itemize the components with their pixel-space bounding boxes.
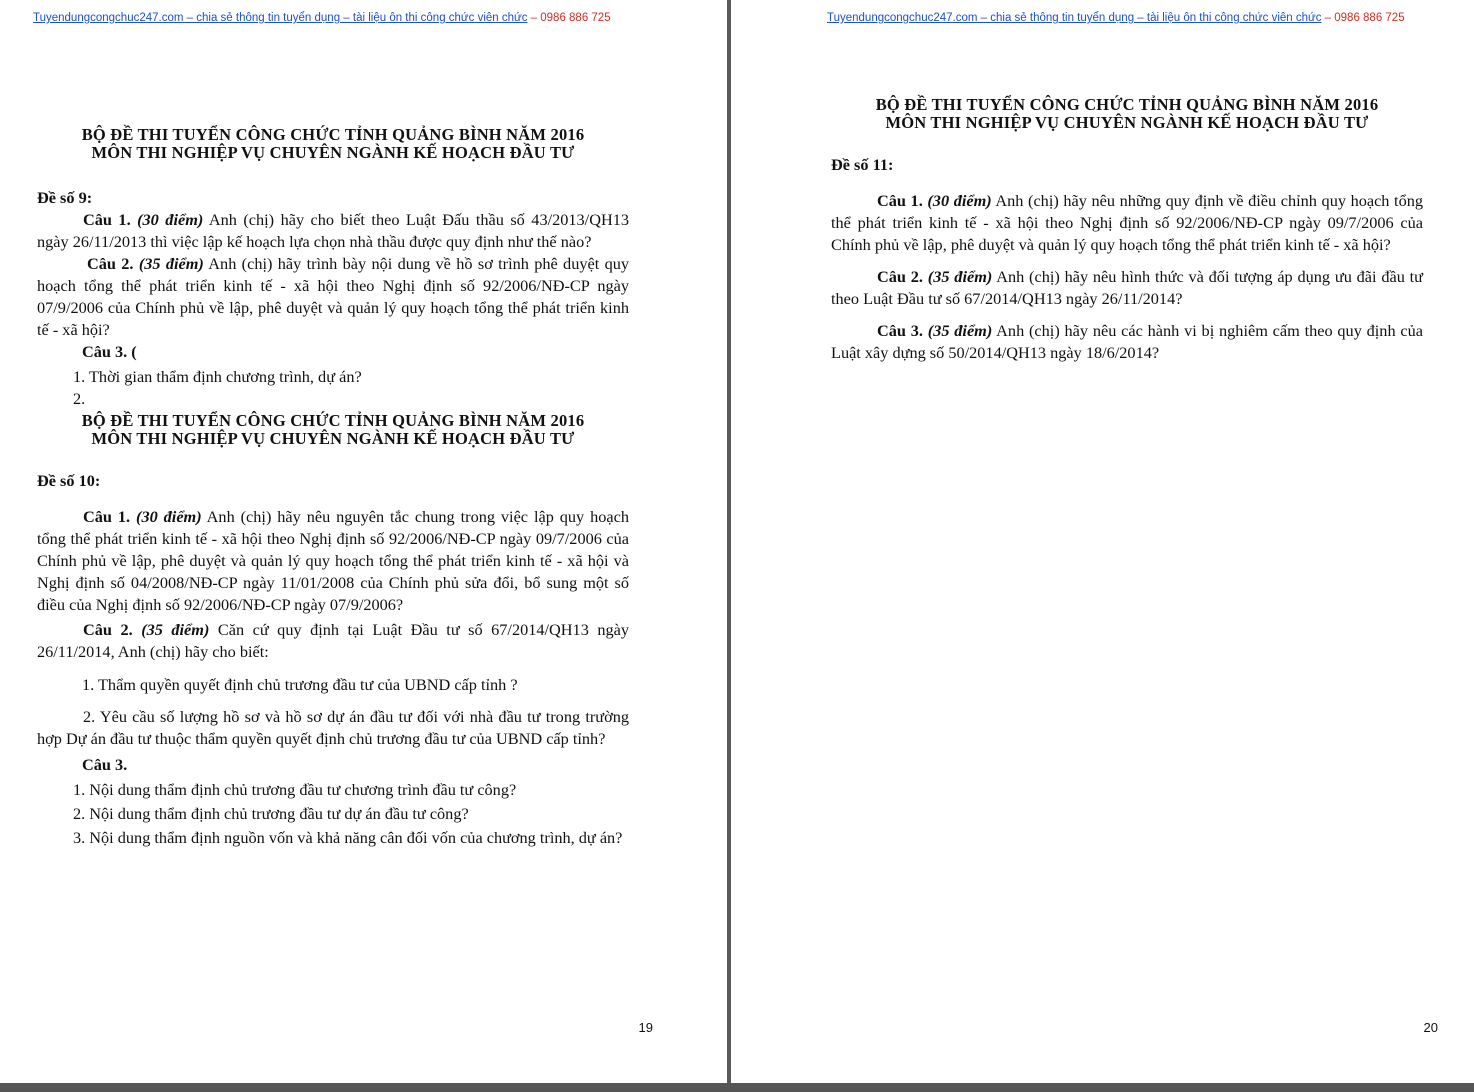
exam-9-q3-item-1: 1. Thời gian thẩm định chương trình, dự án? — [73, 367, 362, 386]
exam-9-q3-item-2: 2. — [73, 389, 86, 408]
phone-number: – 0986 886 725 — [527, 12, 611, 24]
viewer-bottom-bar — [0, 1083, 1474, 1092]
exam-10-label: Đề số 10: — [37, 471, 101, 490]
page-number: 19 — [638, 1020, 653, 1035]
website-link[interactable]: Tuyendungcongchuc247.com – chia sẻ thông tin tuyển dụng – tài liệu ôn thi công chức viên chức — [33, 12, 528, 24]
exam-9-label: Đề số 9: — [37, 188, 93, 207]
page-number: 20 — [1423, 1020, 1438, 1035]
exam-9-question-2: Câu 2. (35 điểm) Anh (chị) hãy trình bày nội dung về hồ sơ trình phê duyệt quy hoạch tổng thể phát triển kinh tế - xã hội theo Nghị định số 92/2006/NĐ-CP ngày 07/9/2006 của Chính phủ về lập, phê duyệt và quản lý quy hoạch tổng thể phát triển kinh tế - xã hội? — [37, 254, 629, 339]
doc-title: BỘ ĐỀ THI TUYỂN CÔNG CHỨC TỈNH QUẢNG BÌNH NĂM 2016 — [875, 95, 1379, 114]
exam-10-q3-item-3: 3. Nội dung thẩm định nguồn vốn và khả năng cân đối vốn của chương trình, dự án? — [73, 828, 623, 847]
exam-10-question-1: Câu 1. (30 điểm) Anh (chị) hãy nêu nguyên tắc chung trong việc lập quy hoạch tổng thể phát triển kinh tế - xã hội theo Nghị định số 92/2006/NĐ-CP ngày 09/7/2006 của Chính phủ về lập, phê duyệt và quản lý quy hoạch tổng thể phát triển kinh tế - xã hội và Nghị định số 04/2008/NĐ-CP ngày 11/01/2008 của Chính phủ sửa đổi, bổ sung một số điều của Nghị định số 92/2006/NĐ-CP ngày 07/9/2006? — [37, 507, 629, 614]
doc-title: BỘ ĐỀ THI TUYỂN CÔNG CHỨC TỈNH QUẢNG BÌNH NĂM 2016 — [81, 125, 585, 144]
exam-10-q3-item-1: 1. Nội dung thẩm định chủ trương đầu tư chương trình đầu tư công? — [73, 780, 517, 799]
exam-10-question-3: Câu 3. — [82, 755, 128, 774]
doc-title-2: BỘ ĐỀ THI TUYỂN CÔNG CHỨC TỈNH QUẢNG BÌNH NĂM 2016 — [81, 411, 585, 430]
exam-11-question-1: Câu 1. (30 điểm) Anh (chị) hãy nêu những quy định về điều chỉnh quy hoạch tổng thể phát triển kinh tế - xã hội theo Nghị định số 92/2006/NĐ-CP ngày 09/7/2006 của Chính phủ về lập, phê duyệt và quản lý quy hoạch tổng thể phát triển kinh tế - xã hội? — [831, 191, 1424, 254]
exam-10-q2-item-2: 2. Yêu cầu số lượng hồ sơ và hồ sơ dự án đầu tư đối với nhà đầu tư trong trường hợp Dự án đầu tư thuộc thẩm quyền quyết định chủ trương đầu tư của UBND cấp tỉnh? — [37, 707, 629, 748]
exam-10-q3-item-2: 2. Nội dung thẩm định chủ trương đầu tư dự án đầu tư công? — [73, 804, 469, 823]
doc-subtitle: MÔN THI NGHIỆP VỤ CHUYÊN NGÀNH KẾ HOẠCH ĐẦU TƯ — [885, 113, 1369, 132]
page-header — [33, 12, 611, 24]
document-page-20 — [731, 0, 1474, 1083]
exam-9-question-1: Câu 1. (30 điểm) Anh (chị) hãy cho biết theo Luật Đấu thầu số 43/2013/QH13 ngày 26/11/2013 thì việc lập kế hoạch lựa chọn nhà thầu được quy định như thế nào? — [37, 210, 629, 251]
exam-9-question-3: Câu 3. ( — [82, 342, 137, 361]
exam-10-question-2: Câu 2. (35 điểm) Căn cứ quy định tại Luật Đầu tư số 67/2014/QH13 ngày 26/11/2014, Anh (chị) hãy cho biết: — [37, 620, 629, 661]
doc-subtitle-2: MÔN THI NGHIỆP VỤ CHUYÊN NGÀNH KẾ HOẠCH ĐẦU TƯ — [91, 429, 575, 448]
phone-number: – 0986 886 725 — [1321, 12, 1405, 24]
website-link[interactable]: Tuyendungcongchuc247.com – chia sẻ thông tin tuyển dụng – tài liệu ôn thi công chức viên chức — [827, 12, 1322, 24]
exam-10-q2-item-1: 1. Thẩm quyền quyết định chủ trương đầu tư của UBND cấp tỉnh ? — [82, 675, 518, 694]
page-header — [827, 12, 1405, 24]
doc-subtitle: MÔN THI NGHIỆP VỤ CHUYÊN NGÀNH KẾ HOẠCH ĐẦU TƯ — [91, 143, 575, 162]
exam-11-label: Đề số 11: — [831, 155, 894, 174]
document-page-19 — [0, 0, 727, 1083]
page-20-content — [831, 96, 1423, 364]
page-19-content — [37, 126, 629, 849]
exam-11-question-2: Câu 2. (35 điểm) Anh (chị) hãy nêu hình thức và đối tượng áp dụng ưu đãi đầu tư theo Luật Đầu tư số 67/2014/QH13 ngày 26/11/2014? — [831, 267, 1424, 308]
exam-11-question-3: Câu 3. (35 điểm) Anh (chị) hãy nêu các hành vi bị nghiêm cấm theo quy định của Luật xây dựng số 50/2014/QH13 ngày 18/6/2014? — [831, 321, 1423, 362]
